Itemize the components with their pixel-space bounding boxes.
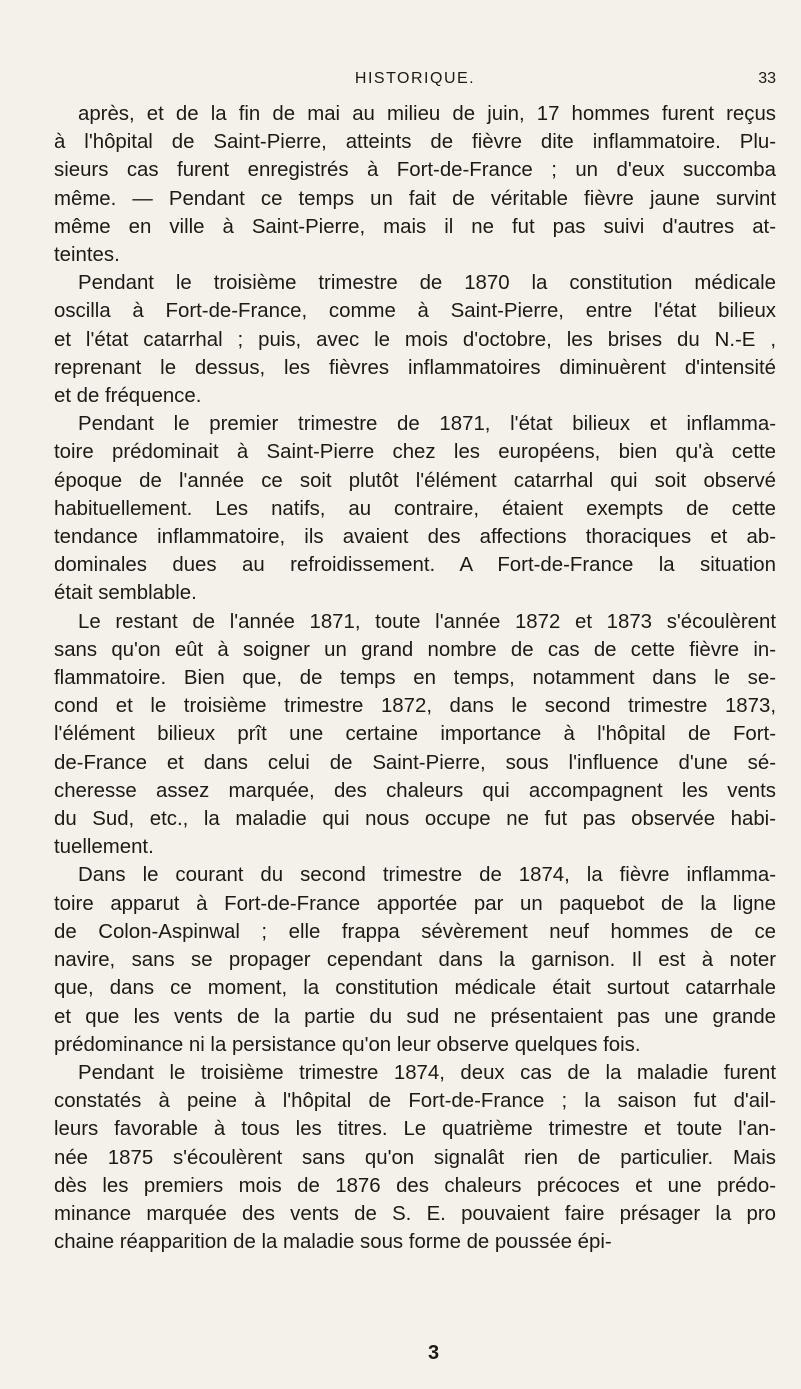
text-line: tuellement. (54, 836, 154, 859)
text-line: constatés à peine à l'hôpital de Fort-de-France ; la saison fut d'ail- (54, 1090, 776, 1113)
text-line: habituellement. Les natifs, au contraire, étaient exempts de cette (54, 497, 776, 520)
paragraph (54, 269, 776, 410)
text-line: flammatoire. Bien que, de temps en temps, notamment dans le se- (54, 667, 776, 690)
text-line: même. — Pendant ce temps un fait de véritable fièvre jaune survint (54, 187, 776, 210)
text-line: Pendant le troisième trimestre de 1870 la constitution médicale (78, 272, 776, 295)
text-line: et que les vents de la partie du sud ne présentaient pas une grande (54, 1005, 776, 1028)
text-line: après, et de la fin de mai au milieu de juin, 17 hommes furent reçus (78, 103, 776, 125)
page-number: 33 (758, 70, 776, 87)
text-line: Pendant le troisième trimestre 1874, deux cas de la maladie furent (78, 1061, 776, 1084)
text-line: toire apparut à Fort-de-France apportée par un paquebot de la ligne (54, 892, 776, 915)
text-line: Dans le courant du second trimestre de 1874, la fièvre inflamma- (78, 864, 776, 887)
text-line: l'élément bilieux prît une certaine importance à l'hôpital de Fort- (54, 723, 776, 746)
paragraph (54, 100, 776, 269)
running-title: HISTORIQUE. (354, 70, 476, 87)
text-line: cond et le troisième trimestre 1872, dans le second trimestre 1873, (54, 695, 776, 718)
body-text (54, 100, 776, 1256)
text-line: et de fréquence. (54, 385, 202, 408)
text-line: Pendant le premier trimestre de 1871, l'état bilieux et inflamma- (78, 413, 776, 436)
text-line: même en ville à Saint-Pierre, mais il ne fut pas suivi d'autres at- (54, 215, 776, 238)
text-line: était semblable. (54, 582, 197, 605)
text-line: à l'hôpital de Saint-Pierre, atteints de fièvre dite inflammatoire. Plu- (54, 131, 776, 154)
text-line: reprenant le dessus, les fièvres inflammatoires diminuèrent d'intensité (54, 356, 776, 379)
text-line: minance marquée des vents de S. E. pouvaient faire présager la pro (54, 1202, 776, 1225)
paragraph (54, 608, 776, 862)
text-line: sieurs cas furent enregistrés à Fort-de-France ; un d'eux succomba (54, 159, 776, 182)
running-head (54, 70, 776, 92)
text-line: dominales dues au refroidissement. A Fort-de-France la situation (54, 554, 776, 577)
text-line: de Colon-Aspinwal ; elle frappa sévèrement neuf hommes de ce (54, 920, 776, 943)
text-line: oscilla à Fort-de-France, comme à Saint-Pierre, entre l'état bilieux (54, 300, 776, 323)
text-line: leurs favorable à tous les titres. Le quatrième trimestre et toute l'an- (54, 1118, 776, 1141)
paragraph (54, 861, 776, 1058)
text-line: que, dans ce moment, la constitution médicale était surtout catarrhale (54, 977, 776, 1000)
text-line: de-France et dans celui de Saint-Pierre, sous l'influence d'une sé- (54, 751, 776, 774)
text-line: navire, sans se propager cependant dans la garnison. Il est à noter (54, 949, 776, 972)
text-line: toire prédominait à Saint-Pierre chez les européens, bien qu'à cette (54, 441, 776, 464)
text-line: Le restant de l'année 1871, toute l'année 1872 et 1873 s'écoulèrent (78, 610, 776, 633)
text-line: sans qu'on eût à soigner un grand nombre de cas de cette fièvre in- (54, 638, 776, 661)
text-line: teintes. (54, 244, 120, 267)
text-line: chaine réapparition de la maladie sous forme de poussée épi- (54, 1231, 612, 1254)
paragraph (54, 1059, 776, 1256)
text-line: prédominance ni la persistance qu'on leur observe quelques fois. (54, 1033, 641, 1056)
text-line: tendance inflammatoire, ils avaient des affections thoraciques et ab- (54, 526, 776, 549)
text-line: cheresse assez marquée, des chaleurs qui accompagnent les vents (54, 779, 776, 802)
paragraph (54, 410, 776, 607)
text-line: dès les premiers mois de 1876 des chaleurs précoces et une prédo- (54, 1174, 776, 1197)
text-line: et l'état catarrhal ; puis, avec le mois d'octobre, les brises du N.-E , (54, 328, 776, 351)
signature-mark: 3 (428, 1342, 440, 1364)
text-line: époque de l'année ce soit plutôt l'élément catarrhal qui soit observé (54, 469, 776, 492)
text-line: du Sud, etc., la maladie qui nous occupe ne fut pas observée habi- (54, 808, 776, 831)
text-line: née 1875 s'écoulèrent sans qu'on signalât rien de particulier. Mais (54, 1146, 776, 1169)
